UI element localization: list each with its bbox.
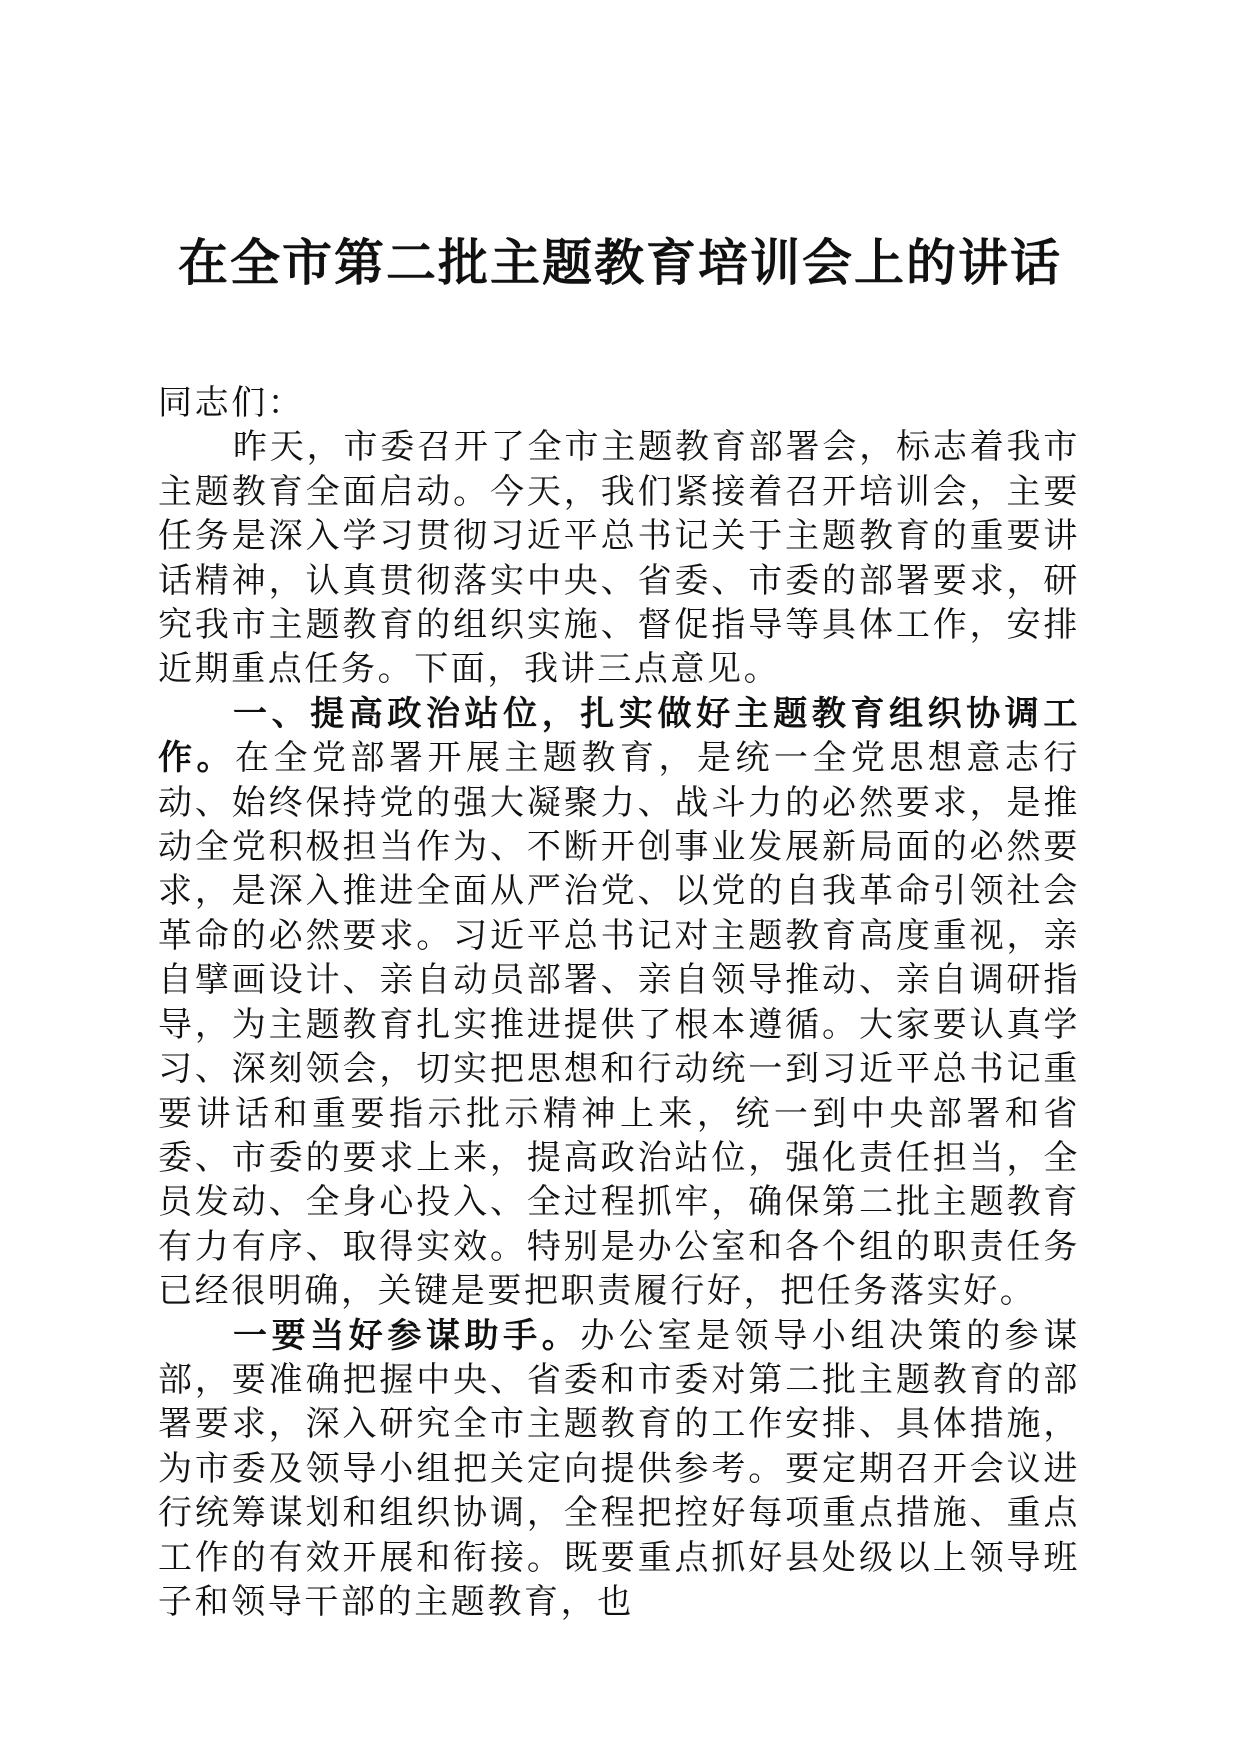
point-1-heading: 一要当好参谋助手。	[233, 1315, 581, 1356]
point-1-paragraph	[158, 1314, 1080, 1625]
section-1-paragraph	[158, 692, 1080, 1314]
salutation: 同志们：	[158, 383, 305, 423]
document-body	[158, 381, 1080, 1624]
point-1-body: 办公室是领导小组决策的参谋部，要准确把握中央、省委和市委对第二批主题教育的部署要求，深入研究全市主题教育的工作安排、具体措施，为市委及领导小组把关定向提供参考。要定期召开会议进行统筹谋划和组织协调，全程把控好每项重点措施、重点工作的有效开展和衔接。既要重点抓好县处级以上领导班子和领导干部的主题教育，也	[158, 1315, 1080, 1622]
intro-paragraph: 昨天，市委召开了全市主题教育部署会，标志着我市主题教育全面启动。今天，我们紧接着召开培训会，主要任务是深入学习贯彻习近平总书记关于主题教育的重要讲话精神，认真贯彻落实中央、省委、市委的部署要求，研究我市主题教育的组织实施、督促指导等具体工作，安排近期重点任务。下面，我讲三点意见。	[158, 427, 1080, 690]
section-1-heading: 一、提高政治站位，扎实做好主题教育组织协调工作。	[158, 693, 1080, 779]
section-1-body: 在全党部署开展主题教育，是统一全党思想意志行动、始终保持党的强大凝聚力、战斗力的必然要求，是推动全党积极担当作为、不断开创事业发展新局面的必然要求，是深入推进全面从严治党、以党的自我革命引领社会革命的必然要求。习近平总书记对主题教育高度重视，亲自擘画设计、亲自动员部署、亲自领导推动、亲自调研指导，为主题教育扎实推进提供了根本遵循。大家要认真学习、深刻领会，切实把思想和行动统一到习近平总书记重要讲话和重要指示批示精神上来，统一到中央部署和省委、市委的要求上来，提高政治站位，强化责任担当，全员发动、全身心投入、全过程抓牢，确保第二批主题教育有力有序、取得实效。特别是办公室和各个组的职责任务已经很明确，关键是要把职责履行好，把任务落实好。	[158, 738, 1081, 1312]
document-title: 在全市第二批主题教育培训会上的讲话	[178, 233, 1062, 292]
